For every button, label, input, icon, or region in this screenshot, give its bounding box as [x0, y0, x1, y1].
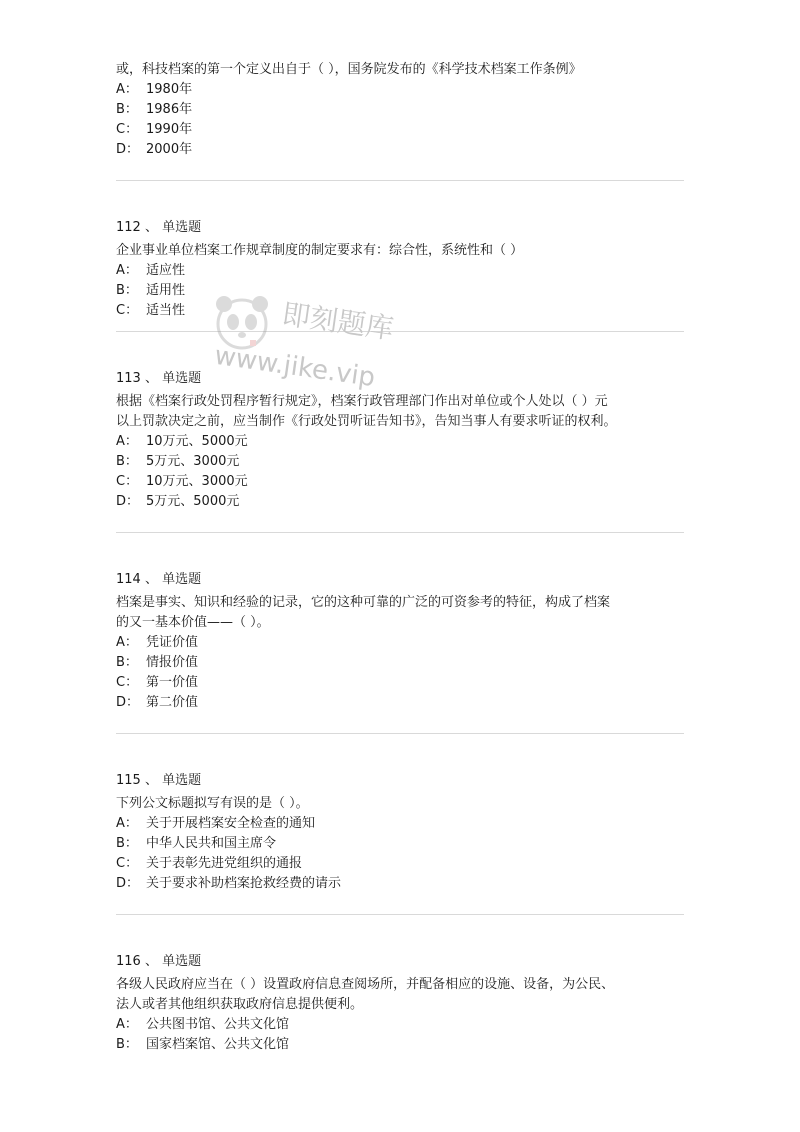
option-b[interactable]	[116, 452, 684, 472]
option-text: 第二价值	[146, 695, 199, 710]
option-text: 1990年	[146, 122, 193, 137]
option-b[interactable]	[116, 653, 684, 673]
option-text: 情报价值	[146, 655, 199, 670]
question-stem: 或，科技档案的第一个定义出自于（ ），国务院发布的《科学技术档案工作条例》	[116, 62, 582, 77]
option-b[interactable]	[116, 834, 684, 854]
option-text: 1986年	[146, 102, 193, 117]
option-letter: C：	[116, 474, 139, 489]
option-d[interactable]	[116, 140, 684, 160]
option-text: 10万元、3000元	[146, 474, 248, 489]
question-stem: 各级人民政府应当在（ ）设置政府信息查阅场所，并配备相应的设施、设备，为公民、	[116, 977, 615, 992]
watermark-brand: 即刻题库	[280, 297, 396, 346]
option-a[interactable]	[116, 80, 684, 100]
option-text: 5万元、5000元	[146, 494, 240, 509]
question-stem: 根据《档案行政处罚程序暂行规定》，档案行政管理部门作出对单位或个人处以（ ）元	[116, 394, 608, 409]
option-text: 第一价值	[146, 675, 199, 690]
option-d[interactable]	[116, 492, 684, 512]
option-c[interactable]	[116, 673, 684, 693]
option-text: 关于要求补助档案抢救经费的请示	[146, 876, 342, 891]
option-c[interactable]	[116, 472, 684, 492]
option-letter: A：	[116, 1017, 138, 1032]
question-111	[116, 60, 684, 160]
question-stem: 档案是事实、知识和经验的记录，它的这种可靠的广泛的可资参考的特征，构成了档案	[116, 595, 611, 610]
option-letter: B：	[116, 1037, 138, 1052]
question-stem: 的又一基本价值——（ ）。	[116, 615, 270, 630]
option-letter: A：	[116, 635, 138, 650]
option-letter: A：	[116, 263, 138, 278]
option-letter: B：	[116, 454, 138, 469]
option-letter: D：	[116, 695, 140, 710]
option-d[interactable]	[116, 874, 684, 894]
option-text: 凭证价值	[146, 635, 199, 650]
option-b[interactable]	[116, 100, 684, 120]
option-letter: B：	[116, 836, 138, 851]
option-letter: A：	[116, 82, 138, 97]
option-text: 10万元、5000元	[146, 434, 248, 449]
option-b[interactable]	[116, 281, 684, 301]
option-letter: B：	[116, 655, 138, 670]
option-text: 中华人民共和国主席令	[146, 836, 277, 851]
option-c[interactable]	[116, 120, 684, 140]
option-letter: D：	[116, 876, 140, 891]
question-stem: 下列公文标题拟写有误的是（ ）。	[116, 796, 309, 811]
question-header: 114 、 单选题	[116, 572, 202, 587]
option-c[interactable]	[116, 301, 684, 321]
option-letter: B：	[116, 283, 138, 298]
question-header: 113 、 单选题	[116, 371, 202, 386]
option-d[interactable]	[116, 693, 684, 713]
question-stem: 以上罚款决定之前，应当制作《行政处罚听证告知书》，告知当事人有要求听证的权利。	[116, 414, 617, 429]
option-letter: C：	[116, 303, 139, 318]
question-stem: 企业事业单位档案工作规章制度的制定要求有：综合性，系统性和（ ）	[116, 243, 524, 258]
option-letter: D：	[116, 494, 140, 509]
question-114	[116, 570, 684, 713]
question-112	[116, 218, 684, 321]
option-text: 1980年	[146, 82, 193, 97]
option-text: 5万元、3000元	[146, 454, 240, 469]
option-letter: B：	[116, 102, 138, 117]
option-letter: A：	[116, 434, 138, 449]
option-letter: D：	[116, 142, 140, 157]
question-113	[116, 369, 684, 512]
option-letter: C：	[116, 122, 139, 137]
option-letter: C：	[116, 856, 139, 871]
option-a[interactable]	[116, 261, 684, 281]
question-header: 116 、 单选题	[116, 954, 202, 969]
option-text: 2000年	[146, 142, 193, 157]
question-stem: 法人或者其他组织获取政府信息提供便利。	[116, 997, 364, 1012]
option-c[interactable]	[116, 854, 684, 874]
option-text: 关于表彰先进党组织的通报	[146, 856, 303, 871]
question-header: 112 、 单选题	[116, 220, 202, 235]
option-a[interactable]	[116, 633, 684, 653]
option-text: 国家档案馆、公共文化馆	[146, 1037, 290, 1052]
question-115	[116, 771, 684, 894]
option-text: 适用性	[146, 283, 186, 298]
option-text: 公共图书馆、公共文化馆	[146, 1017, 290, 1032]
option-a[interactable]	[116, 432, 684, 452]
option-letter: A：	[116, 816, 138, 831]
option-a[interactable]	[116, 1015, 684, 1035]
question-header: 115 、 单选题	[116, 773, 202, 788]
option-letter: C：	[116, 675, 139, 690]
watermark-url: www.jike.vip	[212, 340, 377, 394]
option-text: 关于开展档案安全检查的通知	[146, 816, 316, 831]
option-b[interactable]	[116, 1035, 684, 1055]
option-a[interactable]	[116, 814, 684, 834]
question-page	[116, 60, 684, 1055]
option-text: 适应性	[146, 263, 186, 278]
question-116	[116, 952, 684, 1055]
option-text: 适当性	[146, 303, 186, 318]
